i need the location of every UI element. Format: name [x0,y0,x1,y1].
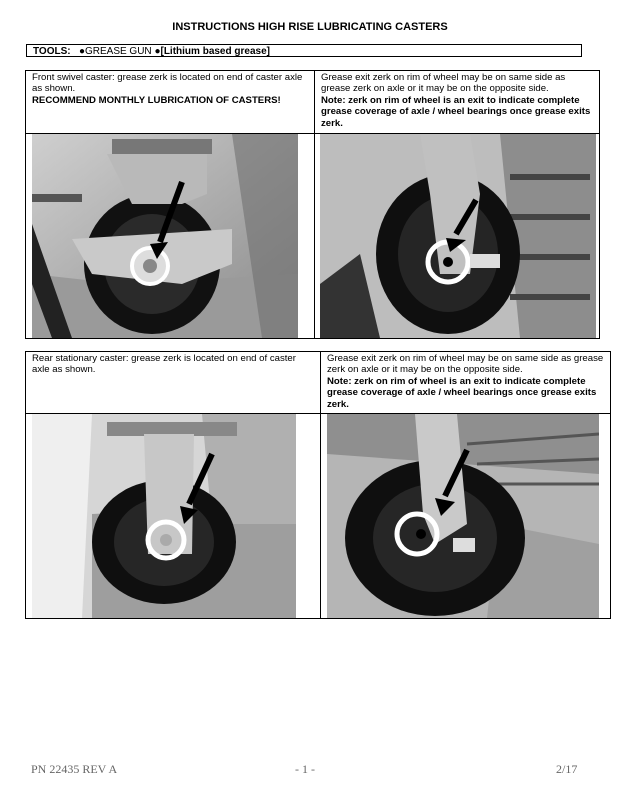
tools-label: TOOLS: [33,46,71,57]
exit-zerk-photo-2 [327,414,599,618]
footer-part-number: PN 22435 REV A [31,762,118,776]
lubrication-recommendation: RECOMMEND MONTHLY LUBRICATION OF CASTERS! [32,94,281,106]
footer-page-number: - 1 - [295,762,315,776]
section2-right-text [321,352,610,413]
front-caster-description: Front swivel caster: grease zerk is located on end of caster axle as shown. [32,72,303,95]
tools-grease-gun: ●GREASE GUN [78,46,152,57]
rear-caster-description: Rear stationary caster: grease zerk is located on end of caster axle as shown. [32,353,296,376]
exit-zerk-photo-1 [320,134,596,338]
exit-zerk-description: Grease exit zerk on rim of wheel may be on same side as grease zerk on axle or it may be on the opposite side. [321,72,566,95]
rear-stationary-caster-photo [32,414,296,618]
exit-zerk-note: Note: zerk on rim of wheel is an exit to indicate complete grease coverage of axle / wheel bearings once grease exits zerk. [321,94,591,129]
tools-grease: ●[Lithium based grease] [154,46,270,57]
section2-left-text [26,352,320,413]
exit-zerk-note-2: Note: zerk on rim of wheel is an exit to indicate complete grease coverage of axle / wheel bearings once grease exits zerk. [327,375,597,410]
tools-box [26,44,582,57]
section1-right-text [315,71,599,133]
section1-left-text [26,71,314,133]
page-title: INSTRUCTIONS HIGH RISE LUBRICATING CASTERS [172,21,448,33]
exit-zerk-description-2: Grease exit zerk on rim of wheel may be on same side as grease zerk on axle or it may be on the opposite side. [327,353,604,376]
front-swivel-caster-photo [32,134,298,338]
footer-date: 2/17 [556,762,578,776]
